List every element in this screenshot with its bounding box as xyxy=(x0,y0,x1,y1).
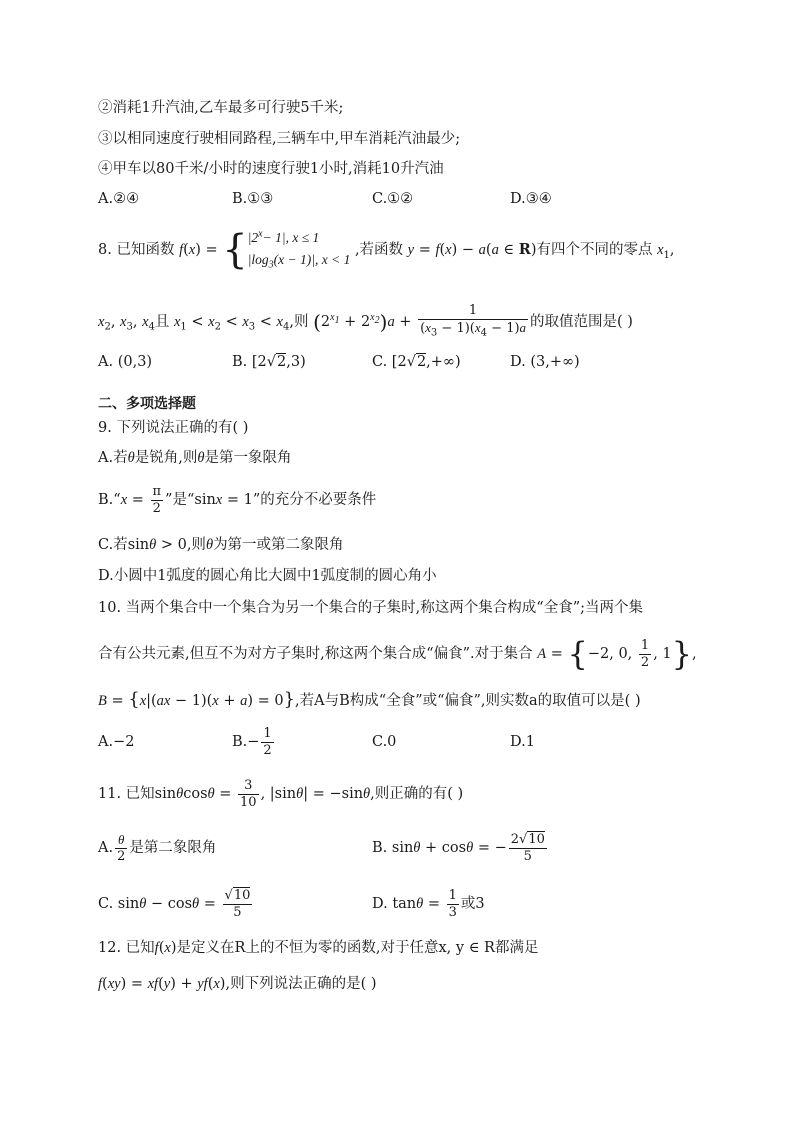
q7-option-b: B.①③ xyxy=(232,191,274,207)
statement-4: ④甲车以80千米/小时的速度行驶1小时,消耗10升汽油 xyxy=(98,161,444,177)
q7-option-c: C.①② xyxy=(372,191,414,207)
q9-option-c: C.若sinθ > 0,则θ为第一或第二象限角 xyxy=(98,537,344,553)
q11-option-b: B. sinθ + cosθ = − $\frac{2√10}{5}$ xyxy=(372,831,545,864)
section-heading: 二、多项选择题 xyxy=(98,396,196,412)
q10-line-1: 10. 当两个集合中一个集合为另一个集合的子集时,称这两个集合构成“全食”;当两个集 xyxy=(98,600,643,616)
q10-line-2: 合有公共元素,但互不为对方子集时,称这两个集合成“偏食”.对于集合 A = {−2, 0, $\frac{1}{2}$ , 1}, xyxy=(98,635,697,673)
q8-line-1: 8. 已知函数 $f(x) = \{|2^x- 1|$, x ≤ 1 $|\log_3(x - 1)|$, x < 1 ,若函数 y = f(x) − a(a ∈ R)有四个不同的零点 $x_1$, xyxy=(98,222,675,278)
q11-option-c: C. sinθ − cosθ = $\frac{√10}{5}$ xyxy=(98,887,251,920)
q7-option-d: D.③④ xyxy=(510,191,552,207)
q9-option-b: B.“x = $\frac{\pi}{2}$ ”是“sinx = 1”的充分不必要条件 xyxy=(98,483,377,516)
q11-option-a: A. $\frac{\theta}{2}$ 是第二象限角 xyxy=(98,831,217,864)
q8-option-d: D. (3,+∞) xyxy=(510,354,580,370)
q10-line-3: B = {x|(ax − 1)(x + a) = 0},若A与B构成“全食”或“偏食”,则实数a的取值可以是( ) xyxy=(98,689,641,710)
q11-option-d: D. tanθ = $\frac{1}{3}$ 或3 xyxy=(372,887,485,920)
q10-option-d: D.1 xyxy=(510,734,535,750)
q9-option-a: A.若θ是锐角,则θ是第一象限角 xyxy=(98,450,292,466)
q9-option-d: D.小圆中1弧度的圆心角比大圆中1弧度制的圆心角小 xyxy=(98,568,437,584)
q8-line-2: $x_2$, $x_3$, $x_4$且 $x_1 < x_2 < x_3 < x_4$,则 $(2^{x_1} + 2^{x_2})a$ + $\frac{1}{(x_3 - 1)(x_4 - 1)a}$ 的取值范围是( ) xyxy=(98,302,633,339)
q10-option-a: A.−2 xyxy=(98,734,135,750)
q7-option-a: A.②④ xyxy=(98,191,140,207)
statement-3: ③以相同速度行驶相同路程,三辆车中,甲车消耗汽油最少; xyxy=(98,131,461,147)
q12-line-1: 12. 已知f(x)是定义在R上的不恒为零的函数,对于任意x, y ∈ R都满足 xyxy=(98,940,539,956)
q12-line-2: f(xy) = xf(y) + yf(x),则下列说法正确的是( ) xyxy=(98,976,377,992)
q10-option-b: B.− $\frac{1}{2}$ xyxy=(232,725,272,758)
q8-option-a: A. (0,3) xyxy=(98,354,153,370)
left-brace: { xyxy=(222,227,248,273)
piecewise-function: $|2^x- 1|$, x ≤ 1 $|\log_3(x - 1)|$, x < 1 xyxy=(247,228,351,271)
q11-stem: 11. 已知sinθcosθ = $\frac{3}{10}$ , |sinθ| = −sinθ,则正确的有( ) xyxy=(98,777,464,810)
statement-2: ②消耗1升汽油,乙车最多可行驶5千米; xyxy=(98,100,344,116)
q10-option-c: C.0 xyxy=(372,734,397,750)
q8-option-c: C. [2√2,+∞) xyxy=(372,354,461,370)
q9-stem: 9. 下列说法正确的有( ) xyxy=(98,420,249,436)
q8-option-b: B. [2√2,3) xyxy=(232,354,306,370)
